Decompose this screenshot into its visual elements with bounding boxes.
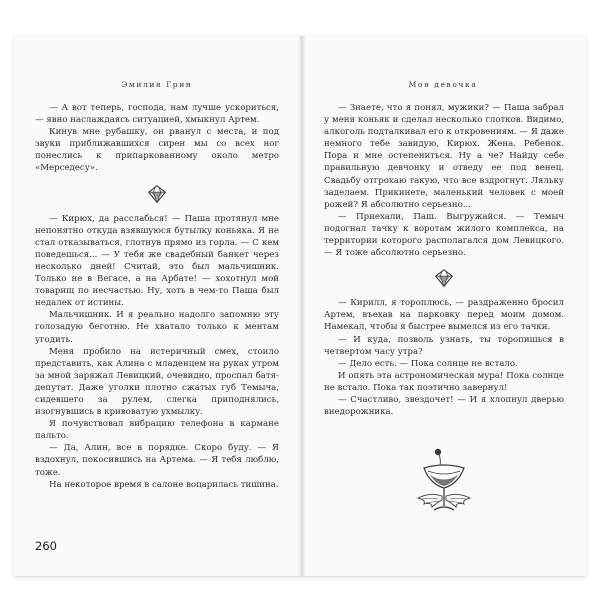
paragraph: — Приехали, Паш. Выгружайся. — Темыч подогнал тачку к воротам жилого комплекса, на территории которого располагался дом Левицкого. — Я тоже абсолютно серьезно. [324, 211, 564, 259]
book-spread [14, 36, 586, 576]
left-paragraphs-before [35, 102, 279, 175]
running-head-title: Моя девочка [408, 80, 478, 89]
paragraph: — Дело есть. — Пока солнце не встало. [338, 358, 518, 369]
running-head-author: Эмилия Грин [121, 80, 193, 89]
paragraph: — Кирюх, да расслабься! — Паша протянул мне непонятно откуда взявшуюся бутылку коньяка. Я не стал отказываться, глотнув прямо из горла. — С кем поведешься... — У тебя же свадебный банкет через несколько дней! Считай, это был мальчишник. Только не в Вегасе, а на Арбате! — хохотнул мой товарищ по несчастью. Ну, хоть в чем-то Паша был недалек от истины. [35, 213, 279, 309]
paragraph: — Да, Алин, все в порядке. Скоро буду. — Я вздохнул, покосившись на Артема. — Я тебя люблю, тоже. [35, 443, 279, 478]
paragraph: Кинув мне рубашку, он рванул с места, и под звуки приближавшихся сирен мы со всех ног понеслись к припаркованному около метро «Мерседесу». [35, 127, 279, 174]
right-page [300, 36, 586, 576]
right-page-text [324, 102, 564, 522]
paragraph: — Кирилл, я тороплюсь, — раздраженно бросил Артем, въехав на парковку перед моим домом. Намекал, чтобы я быстрее вымелся из его тачки. [324, 298, 564, 333]
page-number: 260 [35, 539, 57, 553]
diamond-ornament-icon [433, 267, 455, 289]
paragraph: Я почувствовал вибрацию телефона в кармане пальто. [35, 419, 279, 442]
paragraph: — А вот теперь, господа, нам лучше ускориться, — явно наслаждаясь ситуацией, хмыкнул Артем. [35, 103, 279, 126]
right-paragraphs-before [324, 102, 564, 259]
paragraph: Меня пробило на истеричный смех, стоило представить, как Алина с младенцем на руках утром за мной заряжал Левицкий, очевидно, проспал батя-депутат. Даже уголки плотно сжатых губ Темыча, сидевшего за рулем, слегка приподнялись, изогнувшись в кривоватую ухмылку. [35, 346, 279, 418]
left-page-text [35, 102, 279, 491]
paragraph: И опять эта астрономическая мура! Пока солнце не встало. Пока так поэтично завернул! [324, 370, 564, 393]
left-page [14, 36, 300, 576]
paragraph: — И куда, позволь узнать, ты торопишься в четвертом часу утра? [324, 334, 564, 357]
winged-cocktail-glass-icon [408, 444, 480, 522]
paragraph: — Знаете, что я понял, мужики? — Паша забрал у меня коньяк и сделал несколько глотков. Видимо, алкоголь подталкивал его к откровениям. — Я даже немного тебе завидую, Кирюх. Жена. Ребенок. Пора и мне остепениться. Ну а че? Найду себе правильную девчонку и отведу ее под венец. Свадьбу отгрохаю такую, что все вздрогнут. Ляльку заделаем. Прикинете, маленький человек с моей рожей? Я абсолютно серьезно... [324, 103, 564, 210]
left-paragraphs-after [35, 213, 279, 491]
right-paragraphs-after [324, 297, 564, 418]
paragraph: Мальчишник. И я реально надолго запомню эту голозадую беготню. Не хватало только к ментам угодить. [35, 310, 279, 345]
diamond-ornament-icon [146, 183, 168, 205]
paragraph: — Счастливо, звездочет! — И я хлопнул дверью внедорожника. [324, 394, 564, 418]
paragraph: На некоторое время в салоне воцарилась тишина. [49, 479, 279, 490]
